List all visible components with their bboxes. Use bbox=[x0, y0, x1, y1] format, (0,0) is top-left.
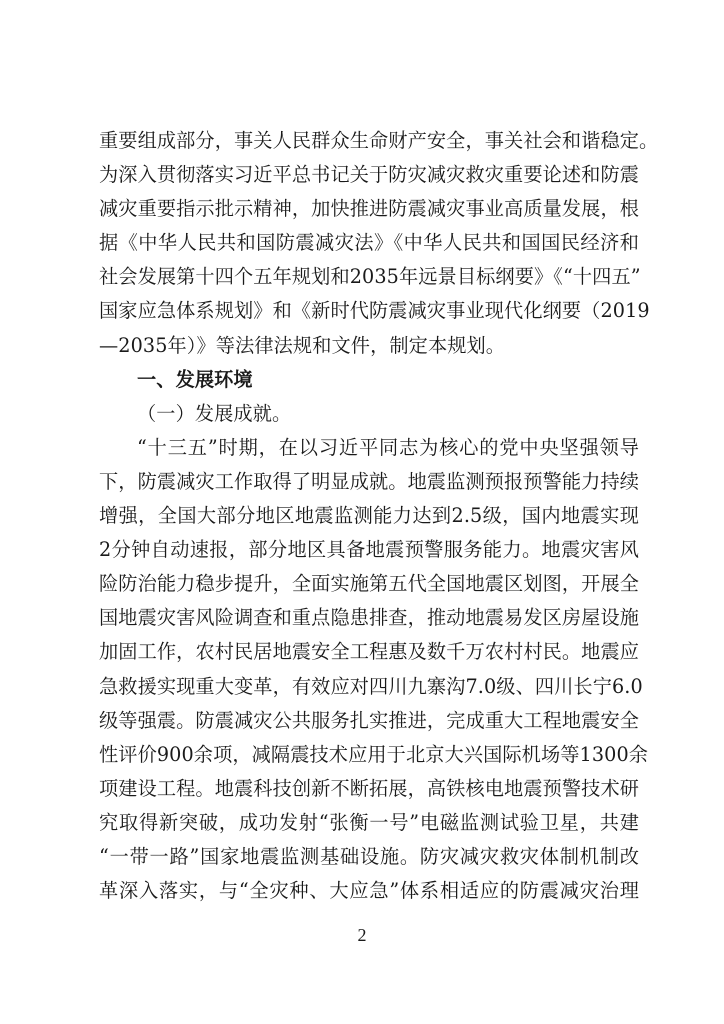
intro-line: 社会发展第十四个五年规划和2035年远景目标纲要》《“十四五” bbox=[99, 265, 641, 289]
body-line: 性评价900余项，减隔震技术应用于北京大兴国际机场等1300余 bbox=[99, 742, 649, 766]
intro-line: —2035年）》等法律法规和文件，制定本规划。 bbox=[99, 333, 506, 357]
body-line: 项建设工程。地震科技创新不断拓展，高铁核电地震预警技术研 bbox=[99, 776, 640, 800]
intro-line: 据《中华人民共和国防震减灾法》《中华人民共和国国民经济和 bbox=[99, 231, 639, 255]
body-line: 级等强震。防震减灾公共服务扎实推进，完成重大工程地震安全 bbox=[99, 708, 640, 732]
body-line: “一带一路”国家地震监测基础设施。防灾减灾救灾体制机制改 bbox=[99, 844, 639, 868]
page-number: 2 bbox=[357, 925, 367, 945]
intro-line: 国家应急体系规划》和《新时代防震减灾事业现代化纲要（2019 bbox=[99, 299, 650, 323]
body-line: 急救援实现重大变革，有效应对四川九寨沟7.0级、四川长宁6.0 bbox=[99, 674, 643, 698]
intro-line: 为深入贯彻落实习近平总书记关于防灾减灾救灾重要论述和防震 bbox=[99, 163, 640, 187]
body-line: 下，防震减灾工作取得了明显成就。地震监测预报预警能力持续 bbox=[99, 469, 640, 493]
section-heading: 一、发展环境 bbox=[137, 367, 253, 391]
intro-line: 重要组成部分，事关人民群众生命财产安全，事关社会和谐稳定。 bbox=[99, 129, 659, 152]
intro-line: 减灾重要指示批示精神，加快推进防震减灾事业高质量发展，根 bbox=[99, 197, 640, 221]
body-line: 究取得新突破，成功发射“张衡一号”电磁监测试验卫星，共建 bbox=[99, 810, 639, 834]
section-subheading: （一）发展成就。 bbox=[137, 401, 292, 425]
body-line: 革深入落实，与“全灾种、大应急”体系相适应的防震减灾治理 bbox=[99, 879, 639, 903]
body-line: 2分钟自动速报，部分地区具备地震预警服务能力。地震灾害风 bbox=[99, 538, 639, 562]
body-line: 加固工作，农村民居地震安全工程惠及数千万农村村民。地震应 bbox=[99, 640, 640, 664]
body-line: 国地震灾害风险调查和重点隐患排查，推动地震易发区房屋设施 bbox=[99, 606, 640, 630]
body-line: 增强，全国大部分地区地震监测能力达到2.5级，国内地震实现 bbox=[99, 504, 639, 528]
document-body bbox=[99, 124, 659, 908]
body-line: “十三五”时期，在以习近平同志为核心的党中央坚强领导 bbox=[137, 435, 639, 459]
body-line: 险防治能力稳步提升，全面实施第五代全国地震区划图，开展全 bbox=[99, 572, 640, 596]
